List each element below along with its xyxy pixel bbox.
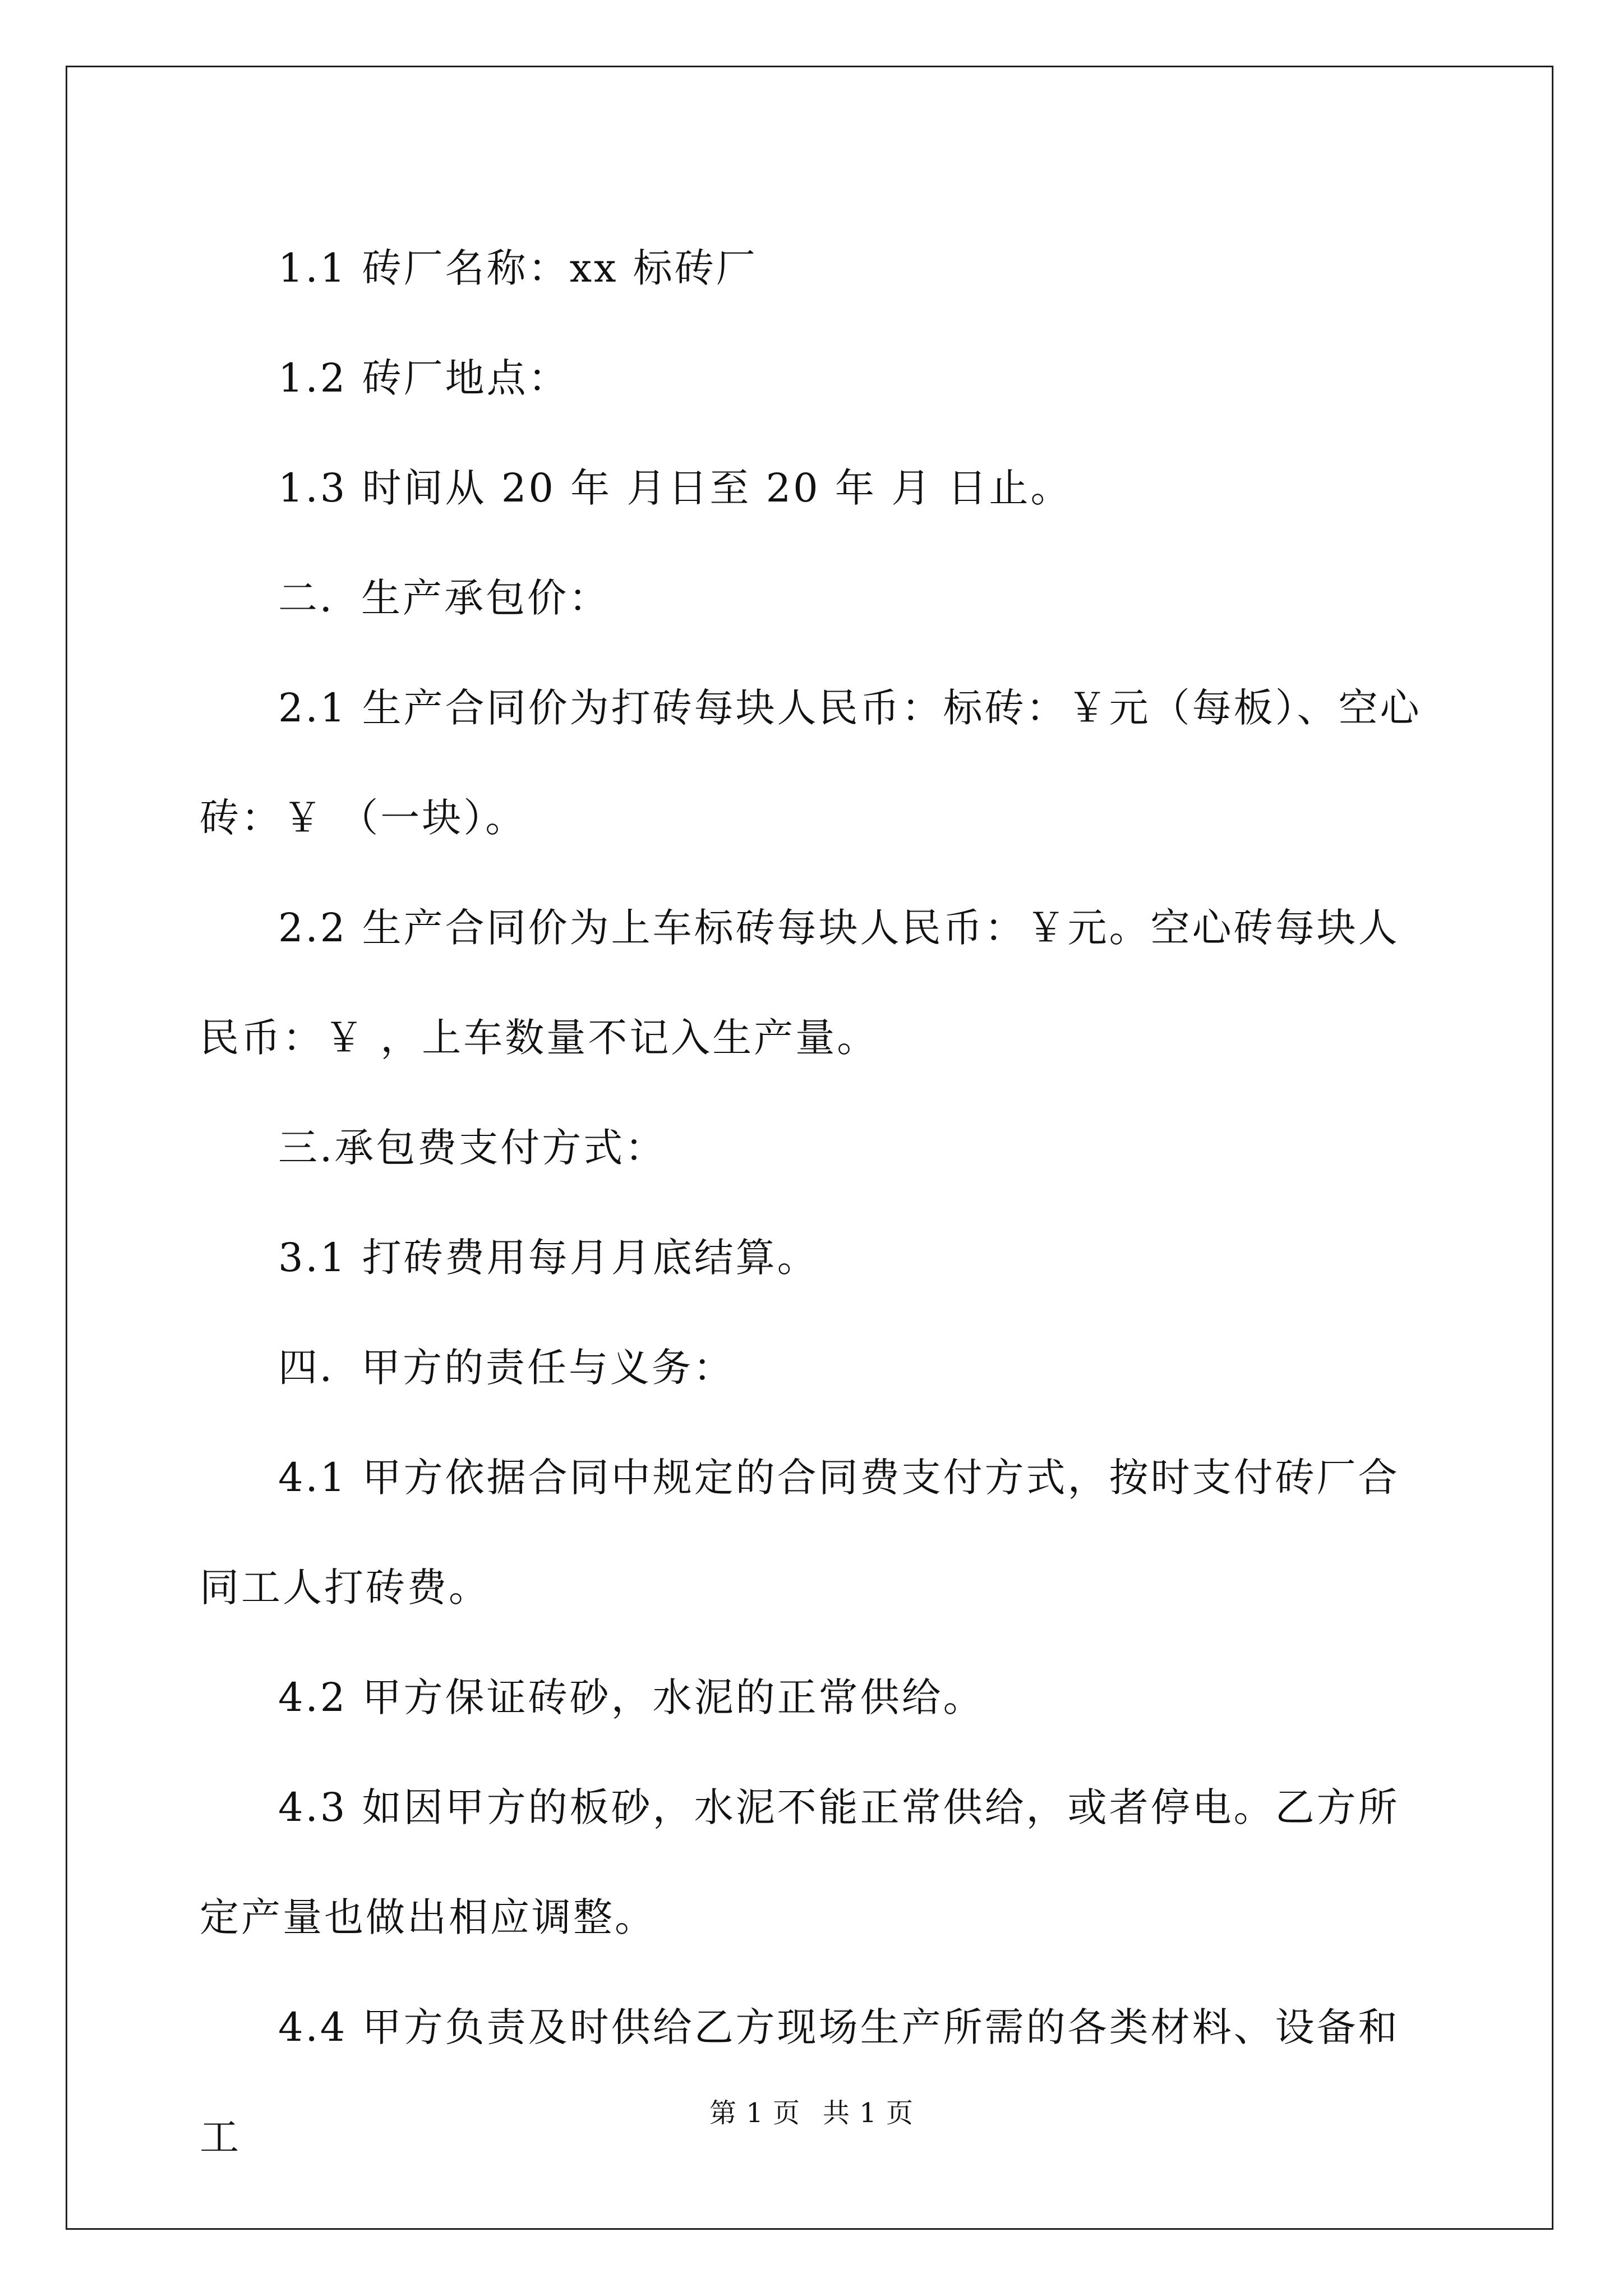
paragraph-4-3: 4.3 如因甲方的板砂，水泥不能正常供给，或者停电。乙方所定产量也做出相应调整。: [200, 1784, 1400, 1940]
paragraph-4-4: 4.4 甲方负责及时供给乙方现场生产所需的各类材料、设备和工: [200, 2004, 1400, 2160]
paragraph-2-2: 2.2 生产合同价为上车标砖每块人民币：￥元。空心砖每块人民币：￥ ，上车数量不记入生产量。: [200, 905, 1400, 1061]
paragraph-4-1: 4.1 甲方依据合同中规定的合同费支付方式，按时支付砖厂合同工人打砖费。: [200, 1455, 1400, 1611]
paragraph-1-1: 1.1 砖厂名称：xx 标砖厂: [278, 245, 758, 291]
paragraph-2-1: 2.1 生产合同价为打砖每块人民币：标砖：￥元（每板）、空心砖：￥ （一块）。: [200, 685, 1422, 841]
paragraph-1-2: 1.2 砖厂地点：: [278, 355, 570, 401]
page-footer: [0, 2091, 1623, 2130]
paragraph-1-3: 1.3 时间从 20 年 月日至 20 年 月 日止。: [278, 465, 1072, 511]
document-body: [200, 213, 1428, 2192]
page-number-current: 第 1 页: [709, 2097, 800, 2129]
page-number-total: 共 1 页: [823, 2097, 914, 2129]
paragraph-3-1: 3.1 打砖费用每月月底结算。: [278, 1235, 819, 1281]
section-heading-3: 三.承包费支付方式：: [278, 1125, 667, 1171]
paragraph-4-2: 4.2 甲方保证砖砂，水泥的正常供给。: [278, 1674, 985, 1720]
section-heading-4: 四．甲方的责任与义务：: [278, 1345, 735, 1391]
section-heading-2: 二．生产承包价：: [278, 575, 610, 621]
